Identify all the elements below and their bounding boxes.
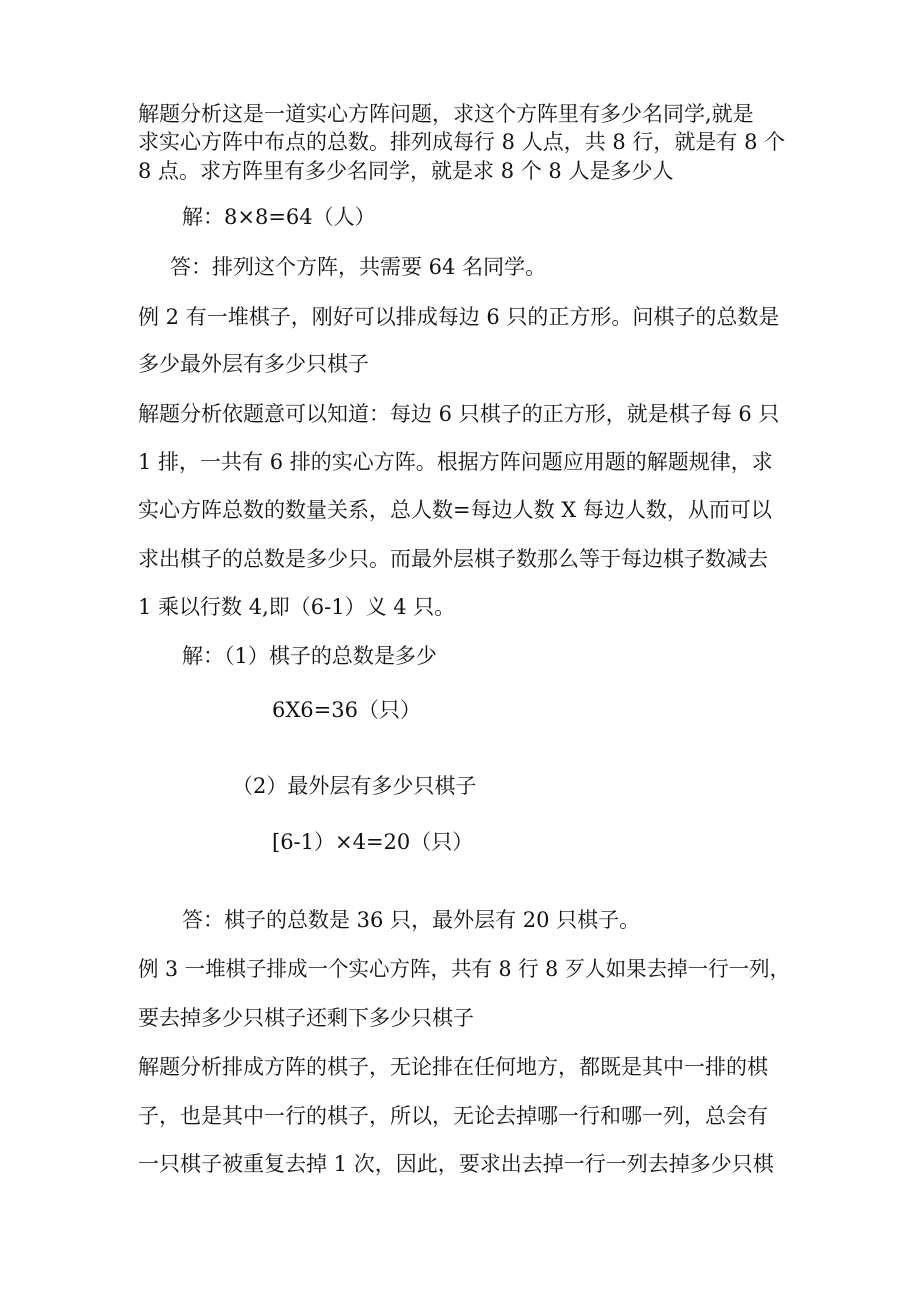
paragraph-line: 解题分析这是一道实心方阵问题，求这个方阵里有多少名同学,就是	[138, 102, 754, 126]
paragraph-line: 一只棋子被重复去掉 1 次，因此，要求出去掉一行一列去掉多少只棋	[138, 1152, 774, 1176]
paragraph-line: 多少最外层有多少只棋子	[138, 352, 369, 376]
solution-line: （2）最外层有多少只棋子	[232, 774, 477, 798]
paragraph-line: 1 乘以行数 4,即（6-1）义 4 只。	[138, 595, 456, 619]
equation-line: 6X6=36（只）	[272, 698, 421, 722]
paragraph-line: 8 点。求方阵里有多少名同学，就是求 8 个 8 人是多少人	[138, 159, 674, 183]
paragraph-line: 子，也是其中一行的棋子，所以，无论去掉哪一行和哪一列，总会有	[138, 1104, 768, 1128]
paragraph-line: 实心方阵总数的数量关系，总人数=每边人数 X 每边人数，从而可以	[138, 498, 772, 522]
paragraph-line: 1 排，一共有 6 排的实心方阵。根据方阵问题应用题的解题规律，求	[138, 450, 773, 474]
paragraph-line: 解题分析依题意可以知道：每边 6 只棋子的正方形，就是棋子每 6 只	[138, 402, 780, 426]
equation-line: [6-1）×4=20（只）	[272, 830, 474, 854]
solution-line: 解：8×8=64（人）	[182, 205, 376, 229]
paragraph-line: 求实心方阵中布点的总数。排列成每行 8 人点，共 8 行，就是有 8 个	[138, 130, 786, 154]
solution-line: 解：（1）棋子的总数是多少	[182, 644, 437, 668]
paragraph-line: 要去掉多少只棋子还剩下多少只棋子	[138, 1006, 474, 1030]
answer-line: 答：排列这个方阵，共需要 64 名同学。	[170, 255, 547, 279]
paragraph-line: 求出棋子的总数是多少只。而最外层棋子数那么等于每边棋子数减去	[138, 547, 768, 571]
example-heading: 例 2 有一堆棋子，刚好可以排成每边 6 只的正方形。问棋子的总数是	[138, 305, 780, 329]
answer-line: 答：棋子的总数是 36 只，最外层有 20 只棋子。	[182, 908, 641, 932]
example-heading: 例 3 一堆棋子排成一个实心方阵，共有 8 行 8 歹人如果去掉一行一列，	[138, 957, 791, 981]
paragraph-line: 解题分析排成方阵的棋子，无论排在任何地方，都既是其中一排的棋	[138, 1055, 768, 1079]
